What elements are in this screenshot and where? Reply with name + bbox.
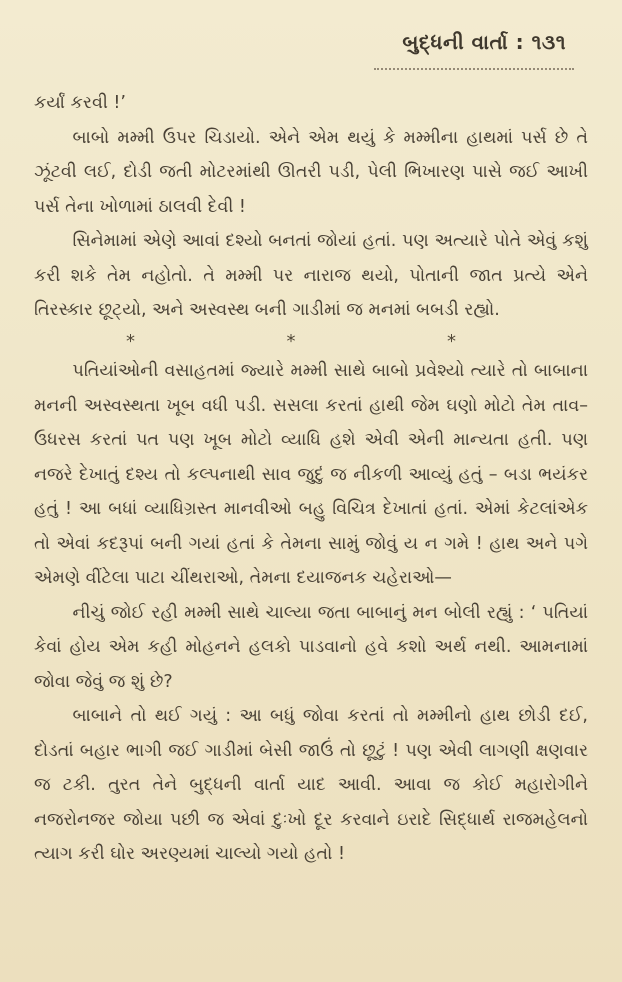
paragraph-4: પતિયાંઓની વસાહતમાં જ્યારે મમ્મી સાથે બાબો પ્રવેશ્યો ત્યારે તો બાબાના મનની અસ્વસ્થતા ખૂબ વધી પડી. સસલા કરતાં હાથી જેમ ઘણો મોટો તેમ તાવ–ઉધરસ કરતાં પત પણ ખૂબ મોટો વ્યાધિ હશે એવી એની માન્યતા હતી. પણ નજરે દેખાતું દશ્ય તો કલ્પનાથી સાવ જુદું જ નીકળી આવ્યું હતું – બડા ભયંકર હતું ! આ બધાં વ્યાધિગ્રસ્ત માનવીઓ બહુ વિચિત્ર દેખાતાં હતાં. એમાં કેટલાંએક તો એવાં કદરૂપાં બની ગયાં હતાં કે તેમના સામું જોવું ય ન ગમે ! હાથ અને પગે એમણે વીંટેલા પાટા ચીંથરાઓ, તેમના દયાજનક ચહેરાઓ— — [34, 361, 588, 588]
running-header: બુદ્ધની વાર્તા : ૧૩૧ — [402, 30, 566, 54]
paragraph-1: કર્યાં કરવી !’ — [34, 93, 126, 113]
upper-text-block — [34, 86, 588, 328]
paragraph-5: નીચું જોઈ રહી મમ્મી સાથે ચાલ્યા જતા બાબાનું મન બોલી રહ્યું : ‘ પતિયાં કેવાં હોય એમ કહી મોહનને હલકો પાડવાનો હવે કશો અર્થ નથી. આમનામાં જોવા જેવું જ શું છે? — [34, 602, 588, 692]
header-rule — [374, 62, 574, 70]
paragraph-2: બાબો મમ્મી ઉપર ચિડાયો. એને એમ થયું કે મમ્મીના હાથમાં પર્સ છે તે ઝૂંટવી લઈ, દોડી જતી મોટરમાંથી ઊતરી પડી, પેલી ભિખારણ પાસે જઈ આખી પર્સ તેના ખોળામાં ઠાલવી દેવી ! — [34, 127, 588, 217]
paragraph-6: બાબાને તો થઈ ગયું : આ બધું જોવા કરતાં તો મમ્મીનો હાથ છોડી દઈ, દોડતાં બહાર ભાગી જઈ ગાડીમાં બેસી જાઉં તો છૂટું ! પણ એવી લાગણી ક્ષણવાર જ ટકી. તુરત તેને બુદ્ધની વાર્તા યાદ આવી. આવા જ કોઈ મહારોગીને નજરોનજર જોયા પછી જ એવાં દુઃખો દૂર કરવાને ઇરાદે સિદ્ધાર્થ રાજમહેલનો ત્યાગ કરી ઘોર અરણ્યમાં ચાલ્યો ગયો હતો ! — [34, 706, 588, 864]
lower-text-block — [34, 331, 588, 872]
section-separator — [126, 330, 456, 354]
separator-star-3: * — [447, 331, 456, 352]
separator-star-1: * — [126, 331, 135, 352]
paragraph-3: સિનેમામાં એણે આવાં દશ્યો બનતાં જોયાં હતાં. પણ અત્યારે પોતે એવું કશું કરી શકે તેમ નહોતો. તે મમ્મી પર નારાજ થયો, પોતાની જાત પ્રત્યે એને તિરસ્કાર છૂટ્યો, અને અસ્વસ્થ બની ગાડીમાં જ મનમાં બબડી રહ્યો. — [34, 231, 588, 320]
separator-star-2: * — [286, 331, 296, 352]
